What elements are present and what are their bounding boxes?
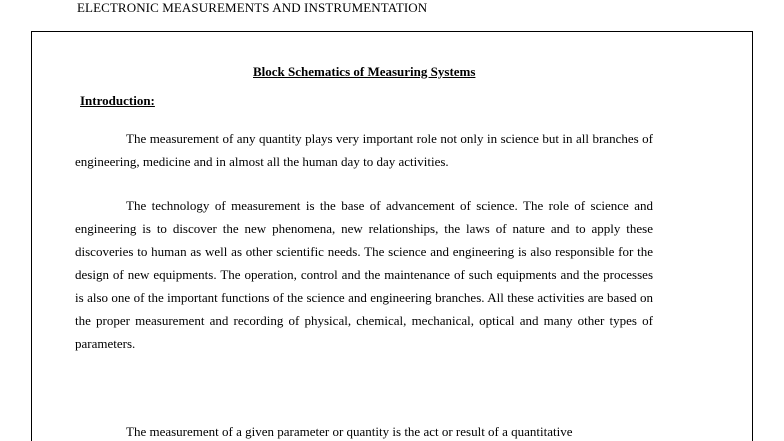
running-header: ELECTRONIC MEASUREMENTS AND INSTRUMENTATION <box>77 0 428 15</box>
paragraph-1: The measurement of any quantity plays very important role not only in science but in all branches of engineering, medicine and in almost all the human day to day activities. <box>75 131 653 169</box>
paragraph-2: The technology of measurement is the base of advancement of science. The role of science and engineering is to discover the new phenomena, new relationships, the laws of nature and to apply these discoveries to human as well as other scientific needs. The science and engineering is also responsible for the design of new equipments. The operation, control and the maintenance of such equipments and the processes is also one of the important functions of the science and engineering branches. All these activities are based on the proper measurement and recording of physical, chemical, mechanical, optical and many other types of parameters. <box>75 198 653 351</box>
document-title: Block Schematics of Measuring Systems <box>253 64 476 79</box>
paragraph-3: The measurement of a given parameter or quantity is the act or result of a quantitative <box>126 424 573 439</box>
section-heading-introduction: Introduction: <box>80 93 155 108</box>
